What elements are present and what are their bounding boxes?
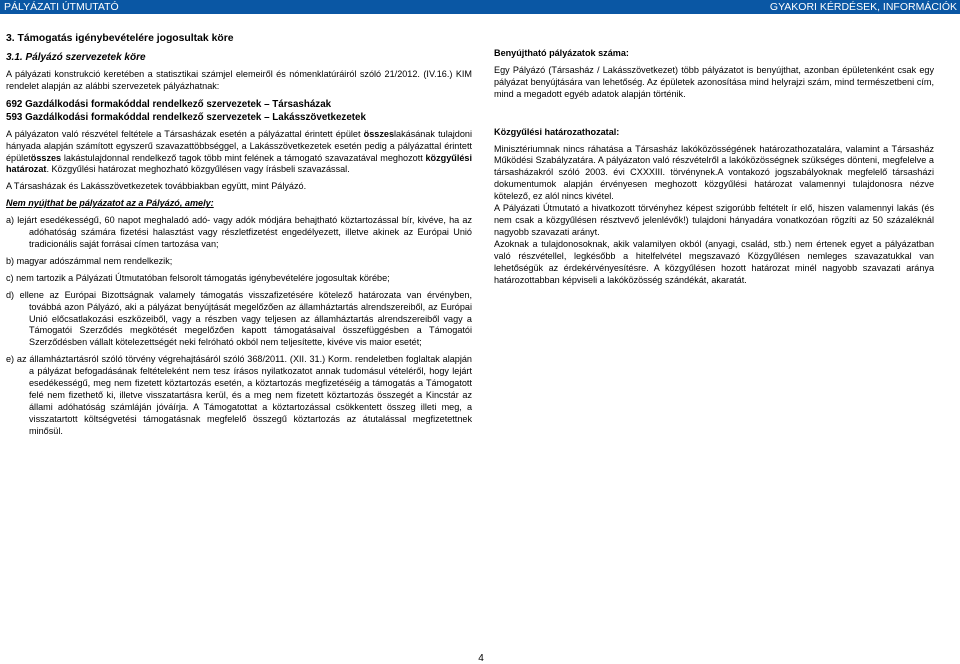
header-left-title: PÁLYÁZATI ÚTMUTATÓ <box>4 1 119 13</box>
assembly-text-3: Azoknak a tulajdonosoknak, akik valamilyen okból (anyagi, család, stb.) nem értenek egyet a pályázatban való részvétellel, legkésőbb a hitelfelvétel megszavazó Közgyűlésen nemleges szavazatukkal van lehetőségük az érdekérvényesítésre. A közgyűlésen hozott határozat minél nagyobb szavazati aránya határozottabban képviseli a lakóközösség szándékát, akaratát. <box>494 238 934 285</box>
exclusion-item-c: c) nem tartozik a Pályázati Útmutatóban felsorolt támogatás igénybevételére jogosultak körébe; <box>6 272 390 283</box>
right-column <box>494 48 934 286</box>
assembly-title: Közgyűlési határozathozatal: <box>494 126 620 137</box>
exclusion-item-d: d) ellene az Európai Bizottságnak valamely támogatás visszafizetésére kötelező határozata van érvényben, továbbá azon Pályázó, aki a pályázat benyújtását megelőzően az államháztartás alrendszereiből, az Európai Unió előcsatlakozási eszközeiből, vagy a részben vagy teljesen az államháztartás alrendszereiből vagy a Támogatói Szerződés megkötését megelőzően kapott támogatásaival összefüggésben a Támogatói Szerződésben vállalt kötelezettségét neki felróható okból nem teljesítette, kivéve vis maior esetét; <box>6 289 472 348</box>
submissions-title: Benyújtható pályázatok száma: <box>494 48 629 58</box>
page-number: 4 <box>478 653 484 664</box>
page-header <box>0 0 960 14</box>
conditions-text-e: lakástulajdonnal rendelkező tagok több mint felének a támogató szavazatával meghozott <box>61 152 426 163</box>
conditions-text-c: lakásának tulajdoni hányada alapján számított egyszerű szavazattöbbséggel, a Lakásszövetkezetek esetén pedig a pályázattal érintett épület <box>6 128 472 163</box>
conditions-emph-b: összes <box>363 128 395 139</box>
conditions-text-g: . Közgyűlési határozat meghozható közgyűlésen vagy írásbeli szavazással. <box>46 164 350 175</box>
conditions-emph-f: közgyűlési határozat <box>6 152 472 175</box>
org-line-1: 692 Gazdálkodási formakóddal rendelkező szervezetek – Társasházak <box>6 98 332 110</box>
subsection-title: 3.1. Pályázó szervezetek köre <box>6 52 146 63</box>
header-right-title: GYAKORI KÉRDÉSEK, INFORMÁCIÓK <box>769 1 957 13</box>
submissions-text: Egy Pályázó (Társasház / Lakásszövetkezet) több pályázatot is benyújthat, azonban épületenként csak egy pályázat benyújtására van lehetőség. Az épületek azonosítása mind helyrajzi szám, mind természetbeni cím, mind a megadott egyéb adatok alapján történik. <box>494 64 934 99</box>
exclusion-item-e: e) az államháztartásról szóló törvény végrehajtásáról szóló 368/2011. (XII. 31.) Korm. rendeletben foglaltak alapján a pályázat befogadásának feltételeként nem tesz írásos nyilatkozatot annak tudomásul vételéről, hogy lejárt esedékességű, meg nem fizetett köztartozás esetén, a köztartozás megfizetéséig a támogatás a Támogatott felé nem fizethető ki, illetve visszatartásra kerül, és a meg nem fizetett köztartozás összegét a Kincstár az állami adóhatóság számláján jóváírja. A Támogatottat a köztartozással csökkentett összeg illeti meg, a visszatartott költségvetési támogatásnak megfelelő összegű köztartozás az átutalással megfizetettnek minősül. <box>6 354 472 436</box>
exclusion-item-a: a) lejárt esedékességű, 60 napot meghaladó adó- vagy adók módjára behajtható köztartozással bír, kivéve, ha az adóhatóság számára fizetési halasztást vagy részletfizetést engedélyezett, illetve akinek az Európai Unió tradicionális saját forrásai címen tartozása van; <box>6 215 472 249</box>
left-column <box>6 32 472 438</box>
section-title: 3. Támogatás igénybevételére jogosultak köre <box>6 33 234 44</box>
exclusion-heading: Nem nyújthat be pályázatot az a Pályázó, amely: <box>6 198 214 209</box>
conditions-paragraph <box>6 129 472 177</box>
conditions-text-a: A pályázaton való részvétel feltétele a Társasházak esetén a pályázattal érintett épület <box>6 128 364 139</box>
exclusion-item-b: b) magyar adószámmal nem rendelkezik; <box>6 255 173 266</box>
intro-paragraph: A pályázati konstrukció keretében a statisztikai számjel elemeiről és nómenklatúráiról szóló 21/2012. (IV.16.) KIM rendelet alapján az alábbi szervezetek pályázhatnak: <box>6 68 472 91</box>
assembly-text-2: A Pályázati Útmutató a hivatkozott törvényhez képest szigorúbb feltételt ír elő, hiszen valamennyi lakás (és nem csak a közgyűlésen résztvevő jelenlévők!) tulajdoni hányadára vonatkozóan rögzíti az 50 százaléknál nagyobb szavazati arányt. <box>494 203 934 237</box>
assembly-text-1: Minisztériumnak nincs ráhatása a Társasház lakóközösségének határozathozatalára, valamint a Társasház Működési Szabályzatára. A pályázaton való részvételről a lakóközösségnek szükséges dönteni, megfelelve a társasházakról szóló 2003. évi CXXXIII. törvénynek.A vontakozó jogszabályoknak megfelelő társasházi dokumentumok alapján érvényesen meghozott közgyűlési határozat valamennyi tulajdonosra nézve kötelező, ez alól nincs kivétel. <box>494 143 934 202</box>
org-line-2: 593 Gazdálkodási formakóddal rendelkező szervezetek – Lakásszövetkezetek <box>6 111 366 123</box>
applicant-definition: A Társasházak és Lakásszövetkezetek továbbiakban együtt, mint Pályázó. <box>6 181 307 192</box>
conditions-emph-d: összes <box>30 152 62 163</box>
